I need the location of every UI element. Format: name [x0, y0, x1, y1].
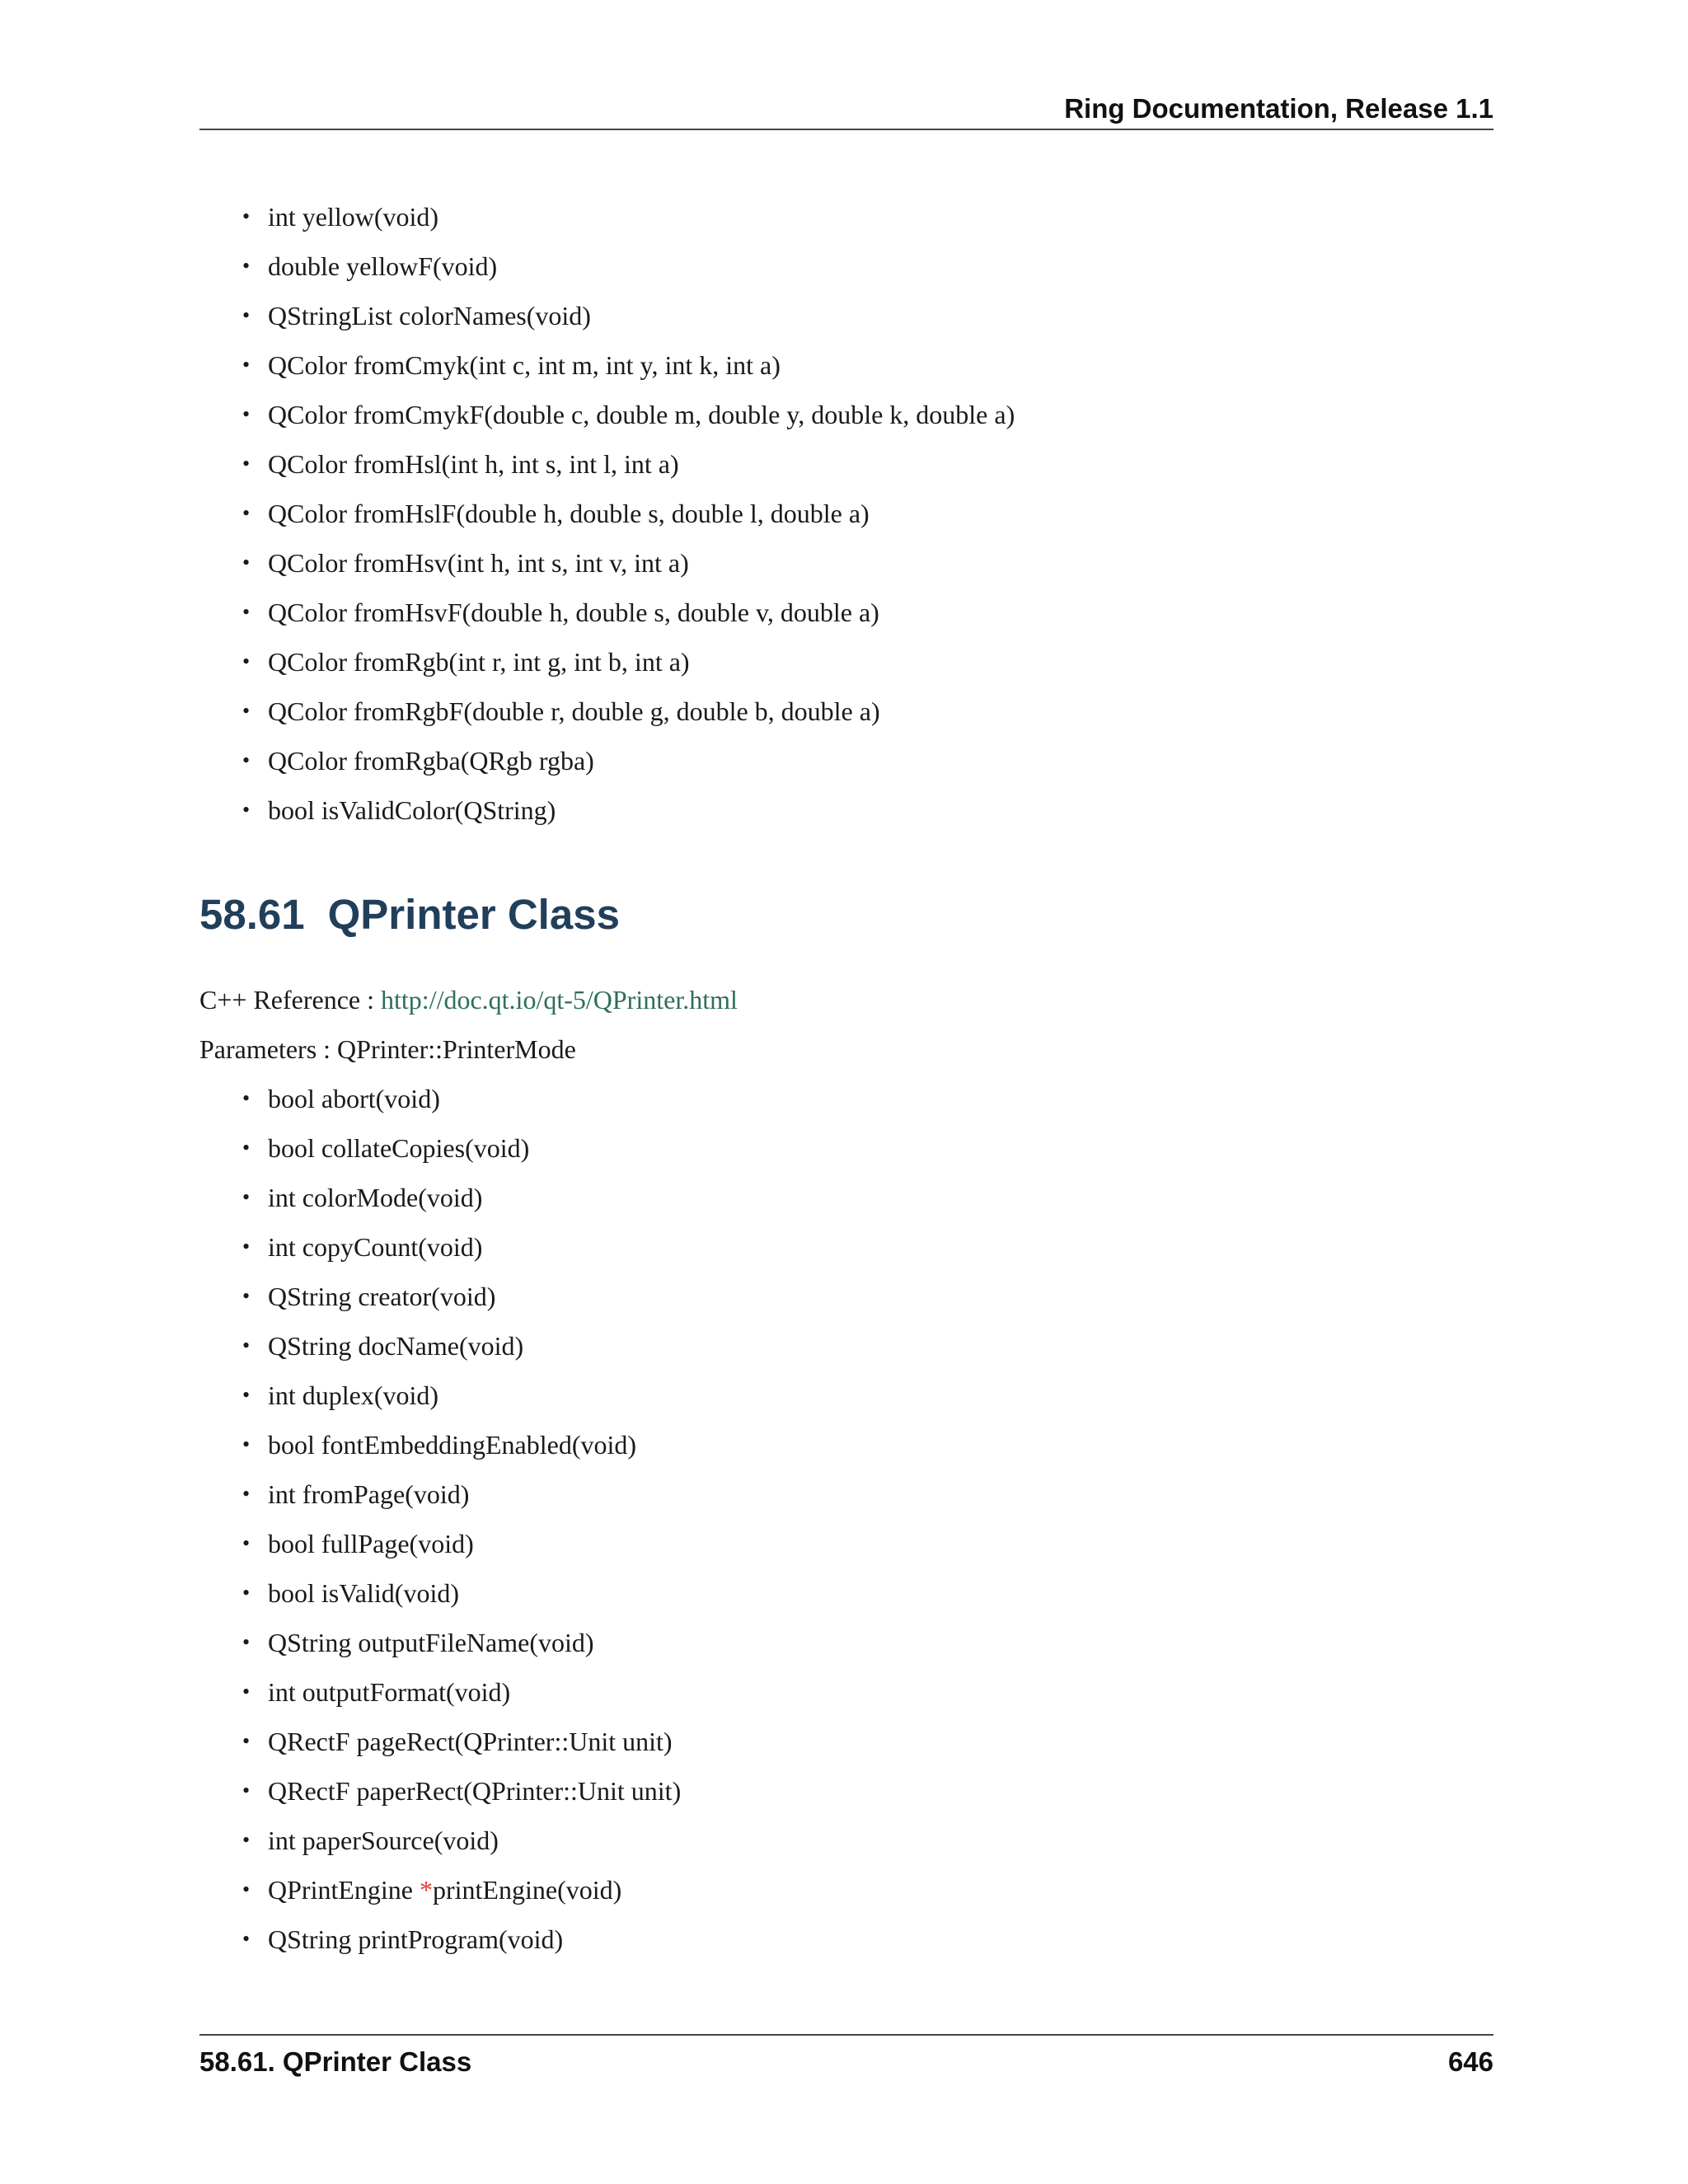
bullet-icon: •	[242, 303, 251, 327]
bullet-icon: •	[242, 1531, 251, 1555]
method-signature: QColor fromRgb(int r, int g, int b, int a)	[268, 647, 690, 677]
bullet-icon: •	[242, 1729, 251, 1753]
bullet-icon: •	[242, 501, 251, 525]
bullet-icon: •	[242, 1136, 251, 1160]
section-title: QPrinter Class	[327, 891, 620, 938]
reference-label: C++ Reference :	[199, 985, 381, 1015]
method-signature: QRectF pageRect(QPrinter::Unit unit)	[268, 1727, 673, 1756]
qprinter-method-list	[241, 1074, 681, 1964]
list-item	[241, 1618, 681, 1667]
method-signature: double yellowF(void)	[268, 251, 498, 281]
list-item	[241, 439, 1015, 489]
bullet-icon: •	[242, 1432, 251, 1456]
bullet-icon: •	[242, 1630, 251, 1654]
pointer-asterisk: *	[419, 1875, 433, 1905]
list-item	[241, 340, 1015, 390]
method-signature: QString creator(void)	[268, 1282, 496, 1311]
method-signature: int duplex(void)	[268, 1380, 439, 1410]
bullet-icon: •	[242, 1581, 251, 1605]
bullet-icon: •	[242, 1877, 251, 1901]
list-item	[241, 489, 1015, 538]
method-signature: bool abort(void)	[268, 1084, 440, 1113]
method-signature: QColor fromRgba(QRgb rgba)	[268, 746, 594, 776]
bullet-icon: •	[242, 551, 251, 574]
list-item	[241, 1469, 681, 1519]
bullet-icon: •	[242, 1680, 251, 1704]
method-signature: QStringList colorNames(void)	[268, 301, 591, 330]
bullet-icon: •	[242, 1333, 251, 1357]
reference-link[interactable]: http://doc.qt.io/qt-5/QPrinter.html	[381, 985, 738, 1015]
list-item	[241, 1222, 681, 1272]
method-signature: int paperSource(void)	[268, 1825, 499, 1855]
list-item	[241, 637, 1015, 687]
method-signature: QColor fromHsl(int h, int s, int l, int a)	[268, 449, 679, 479]
list-item	[241, 1074, 681, 1123]
bullet-icon: •	[242, 402, 251, 426]
bullet-icon: •	[242, 600, 251, 624]
method-signature: QRectF paperRect(QPrinter::Unit unit)	[268, 1776, 682, 1806]
list-item	[241, 1371, 681, 1420]
method-signature: bool isValidColor(QString)	[268, 795, 556, 825]
bullet-icon: •	[242, 699, 251, 723]
bullet-icon: •	[242, 1086, 251, 1110]
bullet-icon: •	[242, 1185, 251, 1209]
method-signature: int fromPage(void)	[268, 1479, 470, 1509]
list-item	[241, 736, 1015, 785]
list-item	[241, 588, 1015, 637]
footer-section-label: 58.61. QPrinter Class	[199, 2046, 472, 2077]
list-item	[241, 1123, 681, 1173]
list-item	[241, 538, 1015, 588]
list-item	[241, 785, 1015, 835]
method-signature: QString printProgram(void)	[268, 1924, 564, 1954]
method-signature: int outputFormat(void)	[268, 1677, 511, 1707]
method-signature: int copyCount(void)	[268, 1232, 483, 1262]
method-signature: QColor fromCmyk(int c, int m, int y, int k, int a)	[268, 350, 781, 380]
list-item	[241, 291, 1015, 340]
bullet-icon: •	[242, 1235, 251, 1258]
method-signature: bool isValid(void)	[268, 1578, 459, 1608]
bullet-icon: •	[242, 1828, 251, 1852]
method-signature: int yellow(void)	[268, 202, 439, 232]
list-item	[241, 390, 1015, 439]
method-signature: QColor fromHslF(double h, double s, double l, double a)	[268, 499, 870, 528]
list-item	[241, 1766, 681, 1816]
method-signature: QString docName(void)	[268, 1331, 524, 1361]
list-item	[241, 1272, 681, 1321]
bullet-icon: •	[242, 204, 251, 228]
list-item	[241, 192, 1015, 241]
list-item	[241, 1816, 681, 1865]
bullet-icon: •	[242, 1482, 251, 1506]
bullet-icon: •	[242, 1284, 251, 1308]
bullet-icon: •	[242, 1779, 251, 1802]
bullet-icon: •	[242, 254, 251, 278]
method-signature: QColor fromHsv(int h, int s, int v, int a)	[268, 548, 689, 578]
list-item	[241, 1865, 681, 1915]
bullet-icon: •	[242, 748, 251, 772]
document-title: Ring Documentation, Release 1.1	[1064, 93, 1493, 124]
list-item	[241, 1717, 681, 1766]
list-item	[241, 1915, 681, 1964]
list-item	[241, 241, 1015, 291]
method-signature: QColor fromHsvF(double h, double s, double v, double a)	[268, 598, 879, 627]
list-item	[241, 687, 1015, 736]
page-footer	[199, 2034, 1493, 2077]
page-number: 646	[1447, 2046, 1493, 2077]
list-item	[241, 1420, 681, 1469]
list-item	[241, 1321, 681, 1371]
cpp-reference-line	[199, 975, 738, 1024]
method-signature: QString outputFileName(void)	[268, 1628, 594, 1657]
page-header	[199, 91, 1493, 130]
method-signature: bool collateCopies(void)	[268, 1133, 530, 1163]
method-signature: QPrintEngine *printEngine(void)	[268, 1875, 622, 1905]
method-signature: bool fontEmbeddingEnabled(void)	[268, 1430, 637, 1460]
list-item	[241, 1519, 681, 1568]
bullet-icon: •	[242, 353, 251, 377]
bullet-icon: •	[242, 1927, 251, 1951]
list-item	[241, 1173, 681, 1222]
list-item	[241, 1667, 681, 1717]
list-item	[241, 1568, 681, 1618]
qcolor-method-list	[241, 192, 1015, 835]
method-signature: bool fullPage(void)	[268, 1529, 474, 1558]
bullet-icon: •	[242, 798, 251, 822]
bullet-icon: •	[242, 649, 251, 673]
bullet-icon: •	[242, 1383, 251, 1407]
bullet-icon: •	[242, 452, 251, 476]
method-signature: QColor fromCmykF(double c, double m, double y, double k, double a)	[268, 400, 1015, 429]
parameters-line: Parameters : QPrinter::PrinterMode	[199, 1034, 576, 1064]
method-signature: QColor fromRgbF(double r, double g, double b, double a)	[268, 696, 880, 726]
section-heading	[199, 886, 620, 944]
method-signature: int colorMode(void)	[268, 1183, 483, 1212]
section-number: 58.61	[199, 891, 305, 938]
